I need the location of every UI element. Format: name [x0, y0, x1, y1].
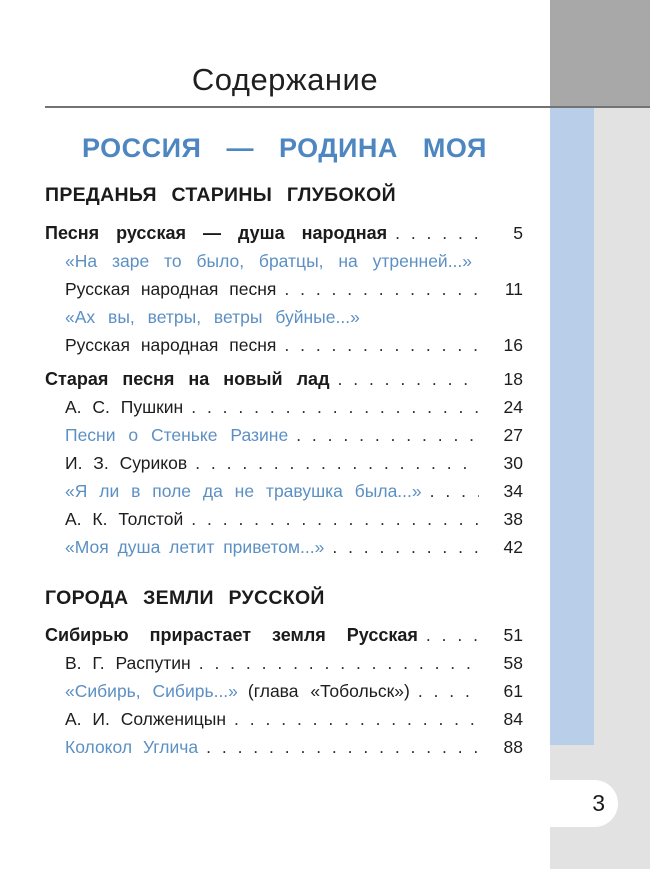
- entry-title: Песни о Стеньке Разине: [65, 425, 289, 445]
- entry-page-number: 42: [503, 537, 523, 557]
- section-color-bar: [550, 108, 594, 745]
- toc-entry: [45, 677, 523, 705]
- toc-entry: [45, 477, 523, 505]
- entry-title: А. С. Пушкин: [65, 397, 184, 417]
- entry-title: А. К. Толстой: [65, 509, 184, 529]
- toc-list: [45, 219, 523, 761]
- entry-page-number: 30: [503, 453, 523, 473]
- entry-page-number: 38: [503, 509, 523, 529]
- dot-leader: [284, 331, 479, 359]
- entry-title: «На заре то было, братцы, на утренней...»: [65, 251, 473, 271]
- toc-entry: [45, 733, 523, 761]
- page-number: 3: [592, 790, 605, 816]
- entry-title: В. Г. Распутин: [65, 653, 191, 673]
- entry-page-number: 51: [503, 625, 523, 645]
- entry-page-number: 24: [503, 397, 523, 417]
- entry-title: А. И. Солженицын: [65, 709, 227, 729]
- dot-leader: [191, 393, 479, 421]
- section-heading-predanya: ПРЕДАНЬЯ СТАРИНЫ ГЛУБОКОЙ: [45, 184, 396, 206]
- entry-title: «Моя душа летит приветом...»: [65, 537, 325, 557]
- top-right-gray-block: [550, 0, 650, 106]
- toc-entry: [45, 365, 523, 393]
- toc-entry: [45, 421, 523, 449]
- page-title: Содержание: [191, 62, 379, 97]
- entry-title: Песня русская — душа народная: [45, 223, 388, 243]
- dot-leader: [234, 705, 479, 733]
- toc-entry: [45, 393, 523, 421]
- entry-page-number: 27: [503, 425, 523, 445]
- toc-entry: [45, 533, 523, 561]
- entry-title: Старая песня на новый лад: [45, 369, 330, 389]
- entry-title: Сибирью прирастает земля Русская: [45, 625, 418, 645]
- dot-leader: [426, 621, 479, 649]
- toc-entry: [45, 303, 523, 331]
- toc-entry: [45, 649, 523, 677]
- dot-leader: [206, 733, 479, 761]
- section-heading-goroda: ГОРОДА ЗЕМЛИ РУССКОЙ: [45, 587, 325, 609]
- entry-title-suffix: (глава «Тобольск»): [247, 681, 410, 701]
- toc-entry: [45, 331, 523, 359]
- toc-entry: [45, 505, 523, 533]
- dot-leader: [195, 449, 479, 477]
- dot-leader: [418, 677, 479, 705]
- entry-title: «Ах вы, ветры, ветры буйные...»: [65, 307, 360, 327]
- dot-leader: [395, 219, 479, 247]
- toc-entry: [45, 247, 523, 275]
- dot-leader: [199, 649, 479, 677]
- page-number-tab: [505, 780, 618, 827]
- toc-entry: [45, 219, 523, 247]
- dot-leader: [296, 421, 479, 449]
- entry-page-number: 58: [503, 653, 523, 673]
- entry-page-number: 5: [513, 223, 523, 243]
- part-heading: РОССИЯ — РОДИНА МОЯ: [82, 133, 487, 163]
- entry-page-number: 34: [503, 481, 523, 501]
- toc-entry: [45, 449, 523, 477]
- entry-title: «Я ли в поле да не травушка была...»: [65, 481, 422, 501]
- dot-leader: [191, 505, 479, 533]
- dot-leader: [284, 275, 479, 303]
- entry-title: Русская народная песня: [65, 335, 277, 355]
- entry-title: Русская народная песня: [65, 279, 277, 299]
- dot-leader: [430, 477, 479, 505]
- entry-title: «Сибирь, Сибирь...»: [65, 681, 238, 701]
- entry-page-number: 18: [503, 369, 523, 389]
- dot-leader: [332, 533, 479, 561]
- entry-title: Колокол Углича: [65, 737, 199, 757]
- dot-leader: [338, 365, 480, 393]
- entry-title: И. З. Суриков: [65, 453, 188, 473]
- entry-page-number: 11: [504, 279, 523, 299]
- entry-page-number: 84: [503, 709, 523, 729]
- toc-entry: [45, 275, 523, 303]
- entry-page-number: 16: [503, 335, 523, 355]
- entry-page-number: 61: [503, 681, 523, 701]
- entry-page-number: 88: [503, 737, 523, 757]
- toc-entry: [45, 705, 523, 733]
- toc-entry: [45, 621, 523, 649]
